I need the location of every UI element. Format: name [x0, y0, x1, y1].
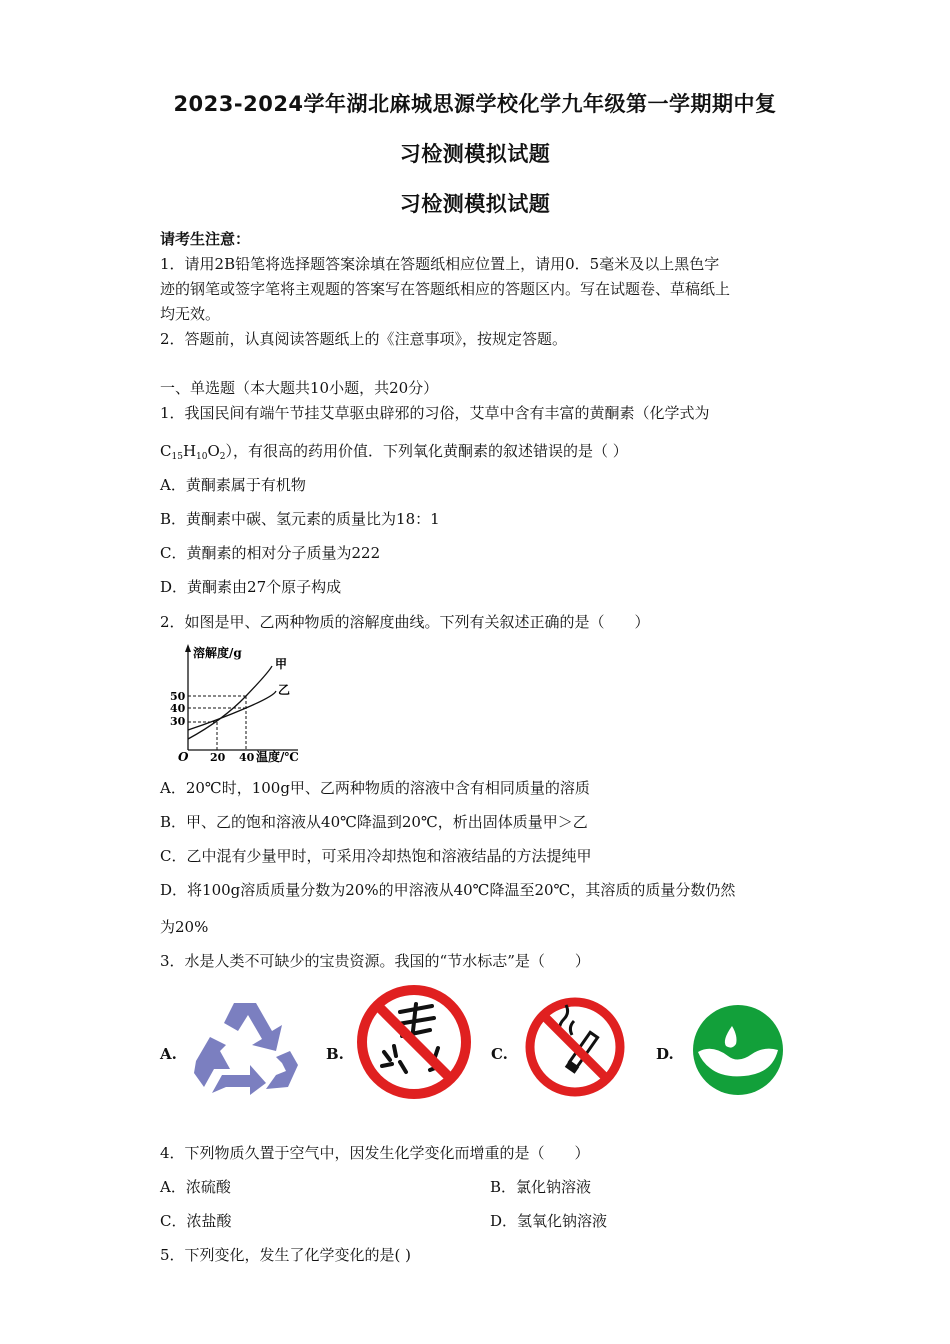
ytick-50: 50: [170, 690, 186, 703]
q4-option-b: B．氯化钠溶液: [490, 1178, 592, 1196]
q4-option-a: A．浓硫酸: [160, 1178, 231, 1196]
q2-stem: 2．如图是甲、乙两种物质的溶解度曲线。下列有关叙述正确的是（ ）: [160, 613, 650, 631]
q2-option-d: D．将100g溶质质量分数为20%的甲溶液从40℃降温至20℃，其溶质的质量分数仍然: [160, 881, 736, 899]
q3-letter-a: A.: [160, 1045, 177, 1063]
q1-stem-rest: ），有很高的药用价值．下列氧化黄酮素的叙述错误的是（ ）: [225, 442, 628, 460]
q2-option-b: B．甲、乙的饱和溶液从40℃降温到20℃，析出固体质量甲＞乙: [160, 813, 588, 831]
notice-line4: 2．答题前，认真阅读答题纸上的《注意事项》，按规定答题。: [160, 330, 568, 348]
recycle-icon: [190, 995, 302, 1097]
q1-option-c: C．黄酮素的相对分子质量为222: [160, 544, 381, 562]
q3-stem: 3．水是人类不可缺少的宝贵资源。我国的“节水标志”是（ ）: [160, 952, 590, 970]
no-fireworks-icon: [354, 982, 474, 1102]
notice-line3: 均无效。: [160, 305, 221, 323]
section-heading: 一、单选题（本大题共10小题，共20分）: [160, 379, 439, 397]
q2-option-a: A．20℃时，100g甲、乙两种物质的溶液中含有相同质量的溶质: [160, 779, 590, 797]
page-title-line1: 2023-2024学年湖北麻城思源学校化学九年级第一学期期中复: [173, 92, 777, 116]
y-axis-arrow: [185, 644, 191, 652]
q1-stem-line2: [160, 440, 628, 462]
q4-option-c: C．浓盐酸: [160, 1212, 232, 1230]
q2-option-c: C．乙中混有少量甲时，可采用冷却热饱和溶液结晶的方法提纯甲: [160, 847, 592, 865]
page-title-line3: 习检测模拟试题: [399, 192, 551, 216]
q1-stem-line1: 1．我国民间有端午节挂艾草驱虫辟邪的习俗，艾草中含有丰富的黄酮素（化学式为: [160, 404, 710, 422]
formula-o-sub: 2: [219, 452, 226, 462]
notice-line2: 迹的钢笔或签字笔将主观题的答案写在答题纸相应的答题区内。写在试题卷、草稿纸上: [160, 280, 731, 298]
ytick-30: 30: [170, 715, 186, 728]
q3-letter-c: C.: [491, 1045, 508, 1063]
notice-heading: 请考生注意：: [160, 230, 251, 248]
q3-letter-b: B.: [326, 1045, 344, 1063]
solubility-graph: [168, 642, 318, 764]
q2-option-d-cont: 为20%: [160, 918, 209, 936]
page-title-line2: 习检测模拟试题: [399, 142, 551, 166]
ytick-40: 40: [170, 702, 186, 715]
formula-c: C: [160, 442, 172, 460]
no-smoking-icon: [522, 995, 628, 1099]
q1-option-d: D．黄酮素由27个原子构成: [160, 578, 342, 596]
q1-option-a: A．黄酮素属于有机物: [160, 476, 306, 494]
curve-b-label: 乙: [278, 683, 291, 697]
formula-c-sub: 15: [171, 452, 183, 462]
curve-b: [188, 691, 276, 730]
notice-line1: 1．请用2B铅笔将选择题答案涂填在答题纸相应位置上，请用0．5毫米及以上黑色字: [160, 255, 720, 273]
y-axis-label: 溶解度/g: [193, 646, 242, 660]
q3-letter-d: D.: [656, 1045, 674, 1063]
x-axis-label: 温度/℃: [256, 750, 299, 764]
curve-a-label: 甲: [275, 657, 288, 671]
q1-option-b: B．黄酮素中碳、氢元素的质量比为18：1: [160, 510, 440, 528]
water-saving-icon: [692, 1004, 784, 1096]
xtick-20: 20: [210, 751, 226, 764]
q4-option-d: D．氢氧化钠溶液: [490, 1212, 608, 1230]
formula-h-sub: 10: [196, 452, 208, 462]
xtick-40: 40: [239, 751, 255, 764]
q4-stem: 4．下列物质久置于空气中，因发生化学变化而增重的是（ ）: [160, 1144, 590, 1162]
origin-label: O: [178, 750, 189, 764]
q5-stem: 5．下列变化，发生了化学变化的是( ): [160, 1246, 412, 1264]
formula-o: O: [207, 442, 220, 460]
formula-h: H: [182, 442, 197, 460]
